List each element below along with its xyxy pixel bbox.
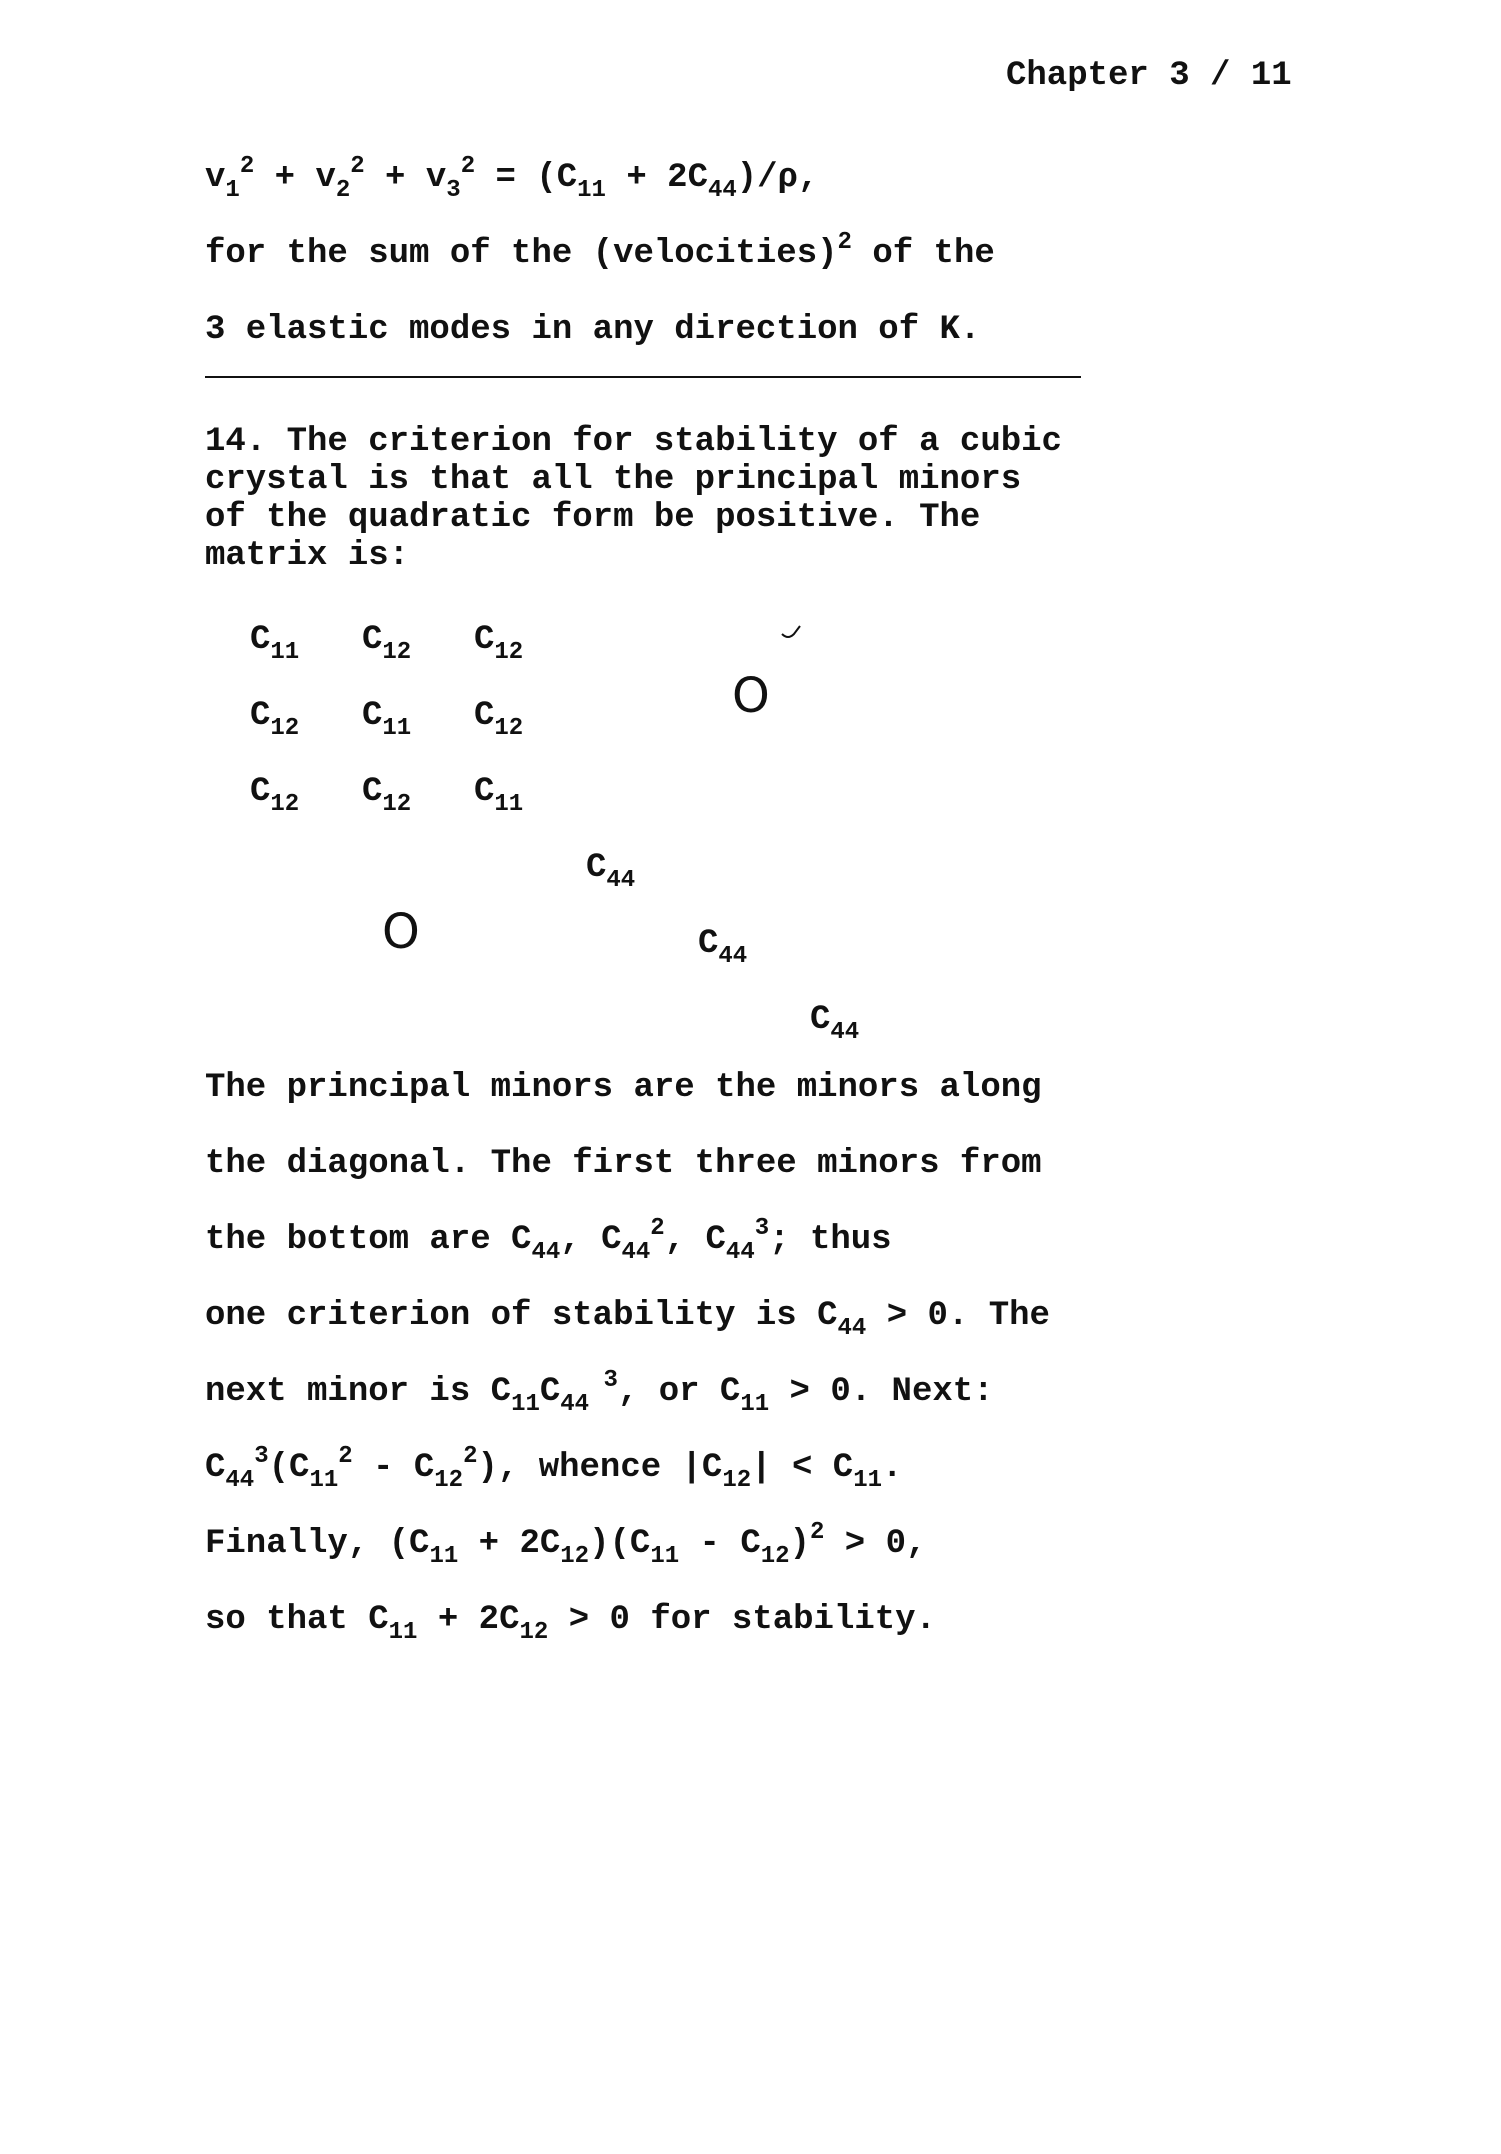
divider xyxy=(205,376,1081,378)
matrix-entry: $C_{11}$ xyxy=(474,773,524,818)
matrix-entry: $C_{12}$ xyxy=(362,773,412,818)
matrix-entry: $C_{12}$ xyxy=(474,621,524,666)
chapter-label: Chapter xyxy=(1006,57,1149,95)
matrix-entry: $C_{11}$ xyxy=(250,621,300,666)
zero-block-upper: O xyxy=(732,668,770,724)
matrix-diagonal-entry: $C_{44}$ xyxy=(586,849,636,894)
text-line: 3 elastic modes in any direction of K. xyxy=(205,311,981,349)
explanation-line: The principal minors are the minors along xyxy=(205,1069,1042,1107)
stray-mark xyxy=(780,624,804,644)
matrix-diagonal-entry: $C_{44}$ xyxy=(698,925,748,970)
problem-14-line: crystal is that all the principal minors xyxy=(205,461,1022,499)
text-line: for the sum of the (velocities)$^2$ of the xyxy=(205,229,995,273)
velocity-equation: $v_1^2 + v_2^2 + v_3^2 = (C_{11} + 2C_{44})/\rho$, xyxy=(205,153,819,204)
matrix-diagonal-entry: $C_{44}$ xyxy=(810,1001,860,1046)
explanation-line: the bottom are $C_{44}$, $C_{44}^2$, $C_{44}^3$; thus xyxy=(205,1215,892,1266)
explanation-line: the diagonal. The first three minors from xyxy=(205,1145,1042,1183)
page-number: 3 / 11 xyxy=(1169,57,1292,95)
explanation-line: one criterion of stability is $C_{44} > 0$. The xyxy=(205,1297,1050,1342)
explanation-line: next minor is $C_{11}C_{44}$ $^3$, or $C_{11} > 0$. Next: xyxy=(205,1367,994,1418)
matrix-entry: $C_{12}$ xyxy=(250,697,300,742)
problem-14-line: matrix is: xyxy=(205,537,410,575)
problem-14-line: of the quadratic form be positive. The xyxy=(205,499,981,537)
explanation-line: so that $C_{11} + 2C_{12} > 0$ for stability. xyxy=(205,1601,936,1646)
matrix-entry: $C_{12}$ xyxy=(250,773,300,818)
matrix-entry: $C_{12}$ xyxy=(474,697,524,742)
page-header xyxy=(1006,56,1292,96)
problem-14-line: 14. The criterion for stability of a cubic xyxy=(205,423,1062,461)
matrix-entry: $C_{12}$ xyxy=(362,621,412,666)
zero-block-lower: O xyxy=(382,904,420,960)
matrix-entry: $C_{11}$ xyxy=(362,697,412,742)
explanation-line: Finally, $(C_{11} + 2C_{12})(C_{11} - C_{12})^2 > 0$, xyxy=(205,1519,927,1570)
explanation-line: $C_{44}^3(C_{11}^2 - C_{12}^2)$, whence $|C_{12}| < C_{11}$. xyxy=(205,1443,903,1494)
